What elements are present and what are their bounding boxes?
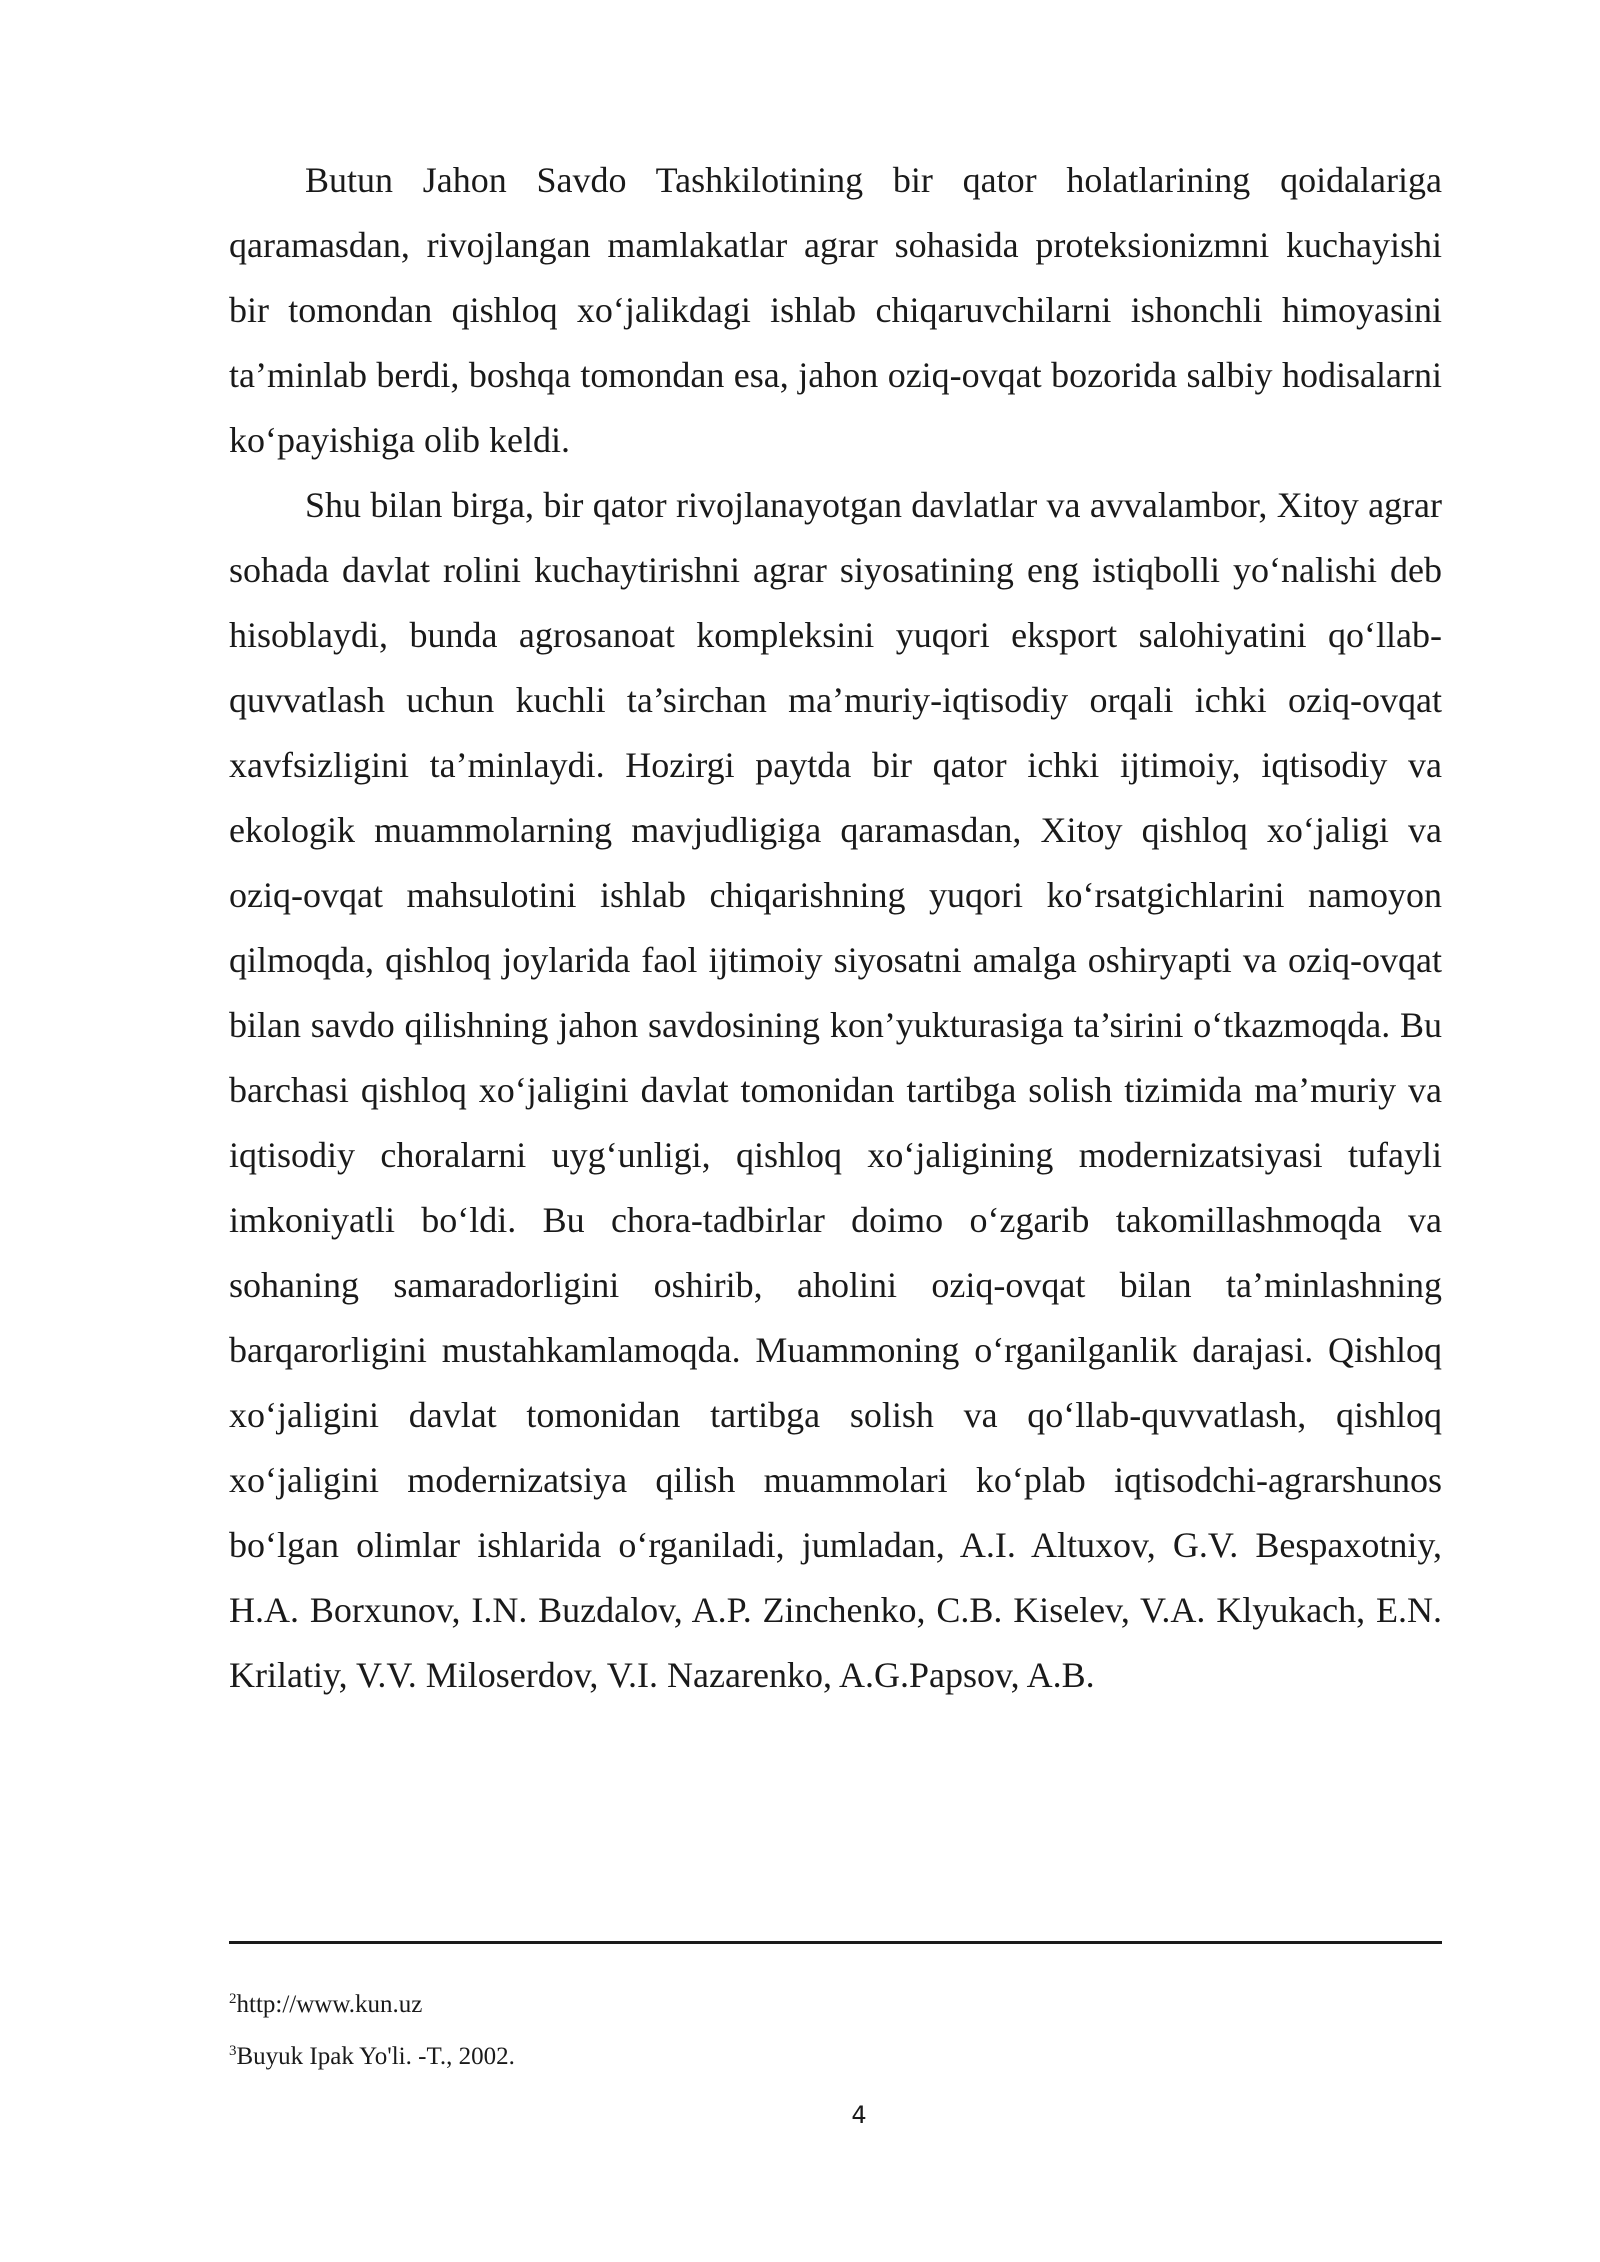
paragraph-1: Butun Jahon Savdo Tashkilotining bir qator holatlarining qoidalariga qaramasdan, rivojlangan mamlakatlar agrar sohasida proteksionizmni kuchayishi bir tomondan qishloq xo‘jalikdagi ishlab chiqaruvchilarni ishonchli himoyasini ta’minlab berdi, boshqa tomondan esa, jahon oziq-ovqat bozorida salbiy hodisalarni ko‘payishiga olib keldi. (229, 160, 1442, 460)
paragraph-2: Shu bilan birga, bir qator rivojlanayotgan davlatlar va avvalambor, Xitoy agrar sohada davlat rolini kuchaytirishni agrar siyosatining eng istiqbolli yo‘nalishi deb hisoblaydi, bunda agrosanoat kompleksini yuqori eksport salohiyatini qo‘llab-quvvatlash uchun kuchli ta’sirchan ma’muriy-iqtisodiy orqali ichki oziq-ovqat xavfsizligini ta’minlaydi. Hozirgi paytda bir qator ichki ijtimoiy, iqtisodiy va ekologik muammolarning mavjudligiga qaramasdan, Xitoy qishloq xo‘jaligi va oziq-ovqat mahsulotini ishlab chiqarishning yuqori ko‘rsatgichlarini namoyon qilmoqda, qishloq joylarida faol ijtimoiy siyosatni amalga oshiryapti va oziq-ovqat bilan savdo qilishning jahon savdosining kon’yukturasiga ta’sirini o‘tkazmoqda. Bu barchasi qishloq xo‘jaligini davlat tomonidan tartibga solish tizimida ma’muriy va iqtisodiy choralarni uyg‘unligi, qishloq xo‘jaligining modernizatsiyasi tufayli imkoniyatli bo‘ldi. Bu chora-tadbirlar doimo o‘zgarib takomillashmoqda va sohaning samaradorligini oshirib, aholini oziq-ovqat bilan ta’minlashning barqarorligini mustahkamlamoqda. Muammoning o‘rganilganlik darajasi. Qishloq xo‘jaligini davlat tomonidan tartibga solish va qo‘llab-quvvatlash, qishloq xo‘jaligini modernizatsiya qilish muammolari ko‘plab iqtisodchi-agrarshunos bo‘lgan olimlar ishlarida o‘rganiladi, jumladan, A.I. Altuxov, G.V. Bespaxotniy, H.A. Borxunov, I.N. Buzdalov, A.P. Zinchenko, C.B. Kiselev, V.A. Klyukach, E.N. Krilatiy, V.V. Miloserdov, V.I. Nazarenko, A.G.Papsov, A.B. (229, 485, 1442, 1695)
footnote-text: Buyuk Ipak Yo'li. -T., 2002. (236, 2043, 515, 2070)
footnote-mark: 3 (229, 2043, 237, 2059)
footnote-mark: 2 (229, 1991, 237, 2007)
footnote-3 (229, 2042, 1442, 2072)
footnote-separator (229, 1941, 1442, 1944)
page-number: 4 (851, 2101, 867, 2129)
body-text (229, 148, 1442, 1708)
footnotes (229, 1990, 1442, 2094)
footnote-2 (229, 1990, 1442, 2020)
footnote-text: http://www.kun.uz (236, 1991, 423, 2018)
